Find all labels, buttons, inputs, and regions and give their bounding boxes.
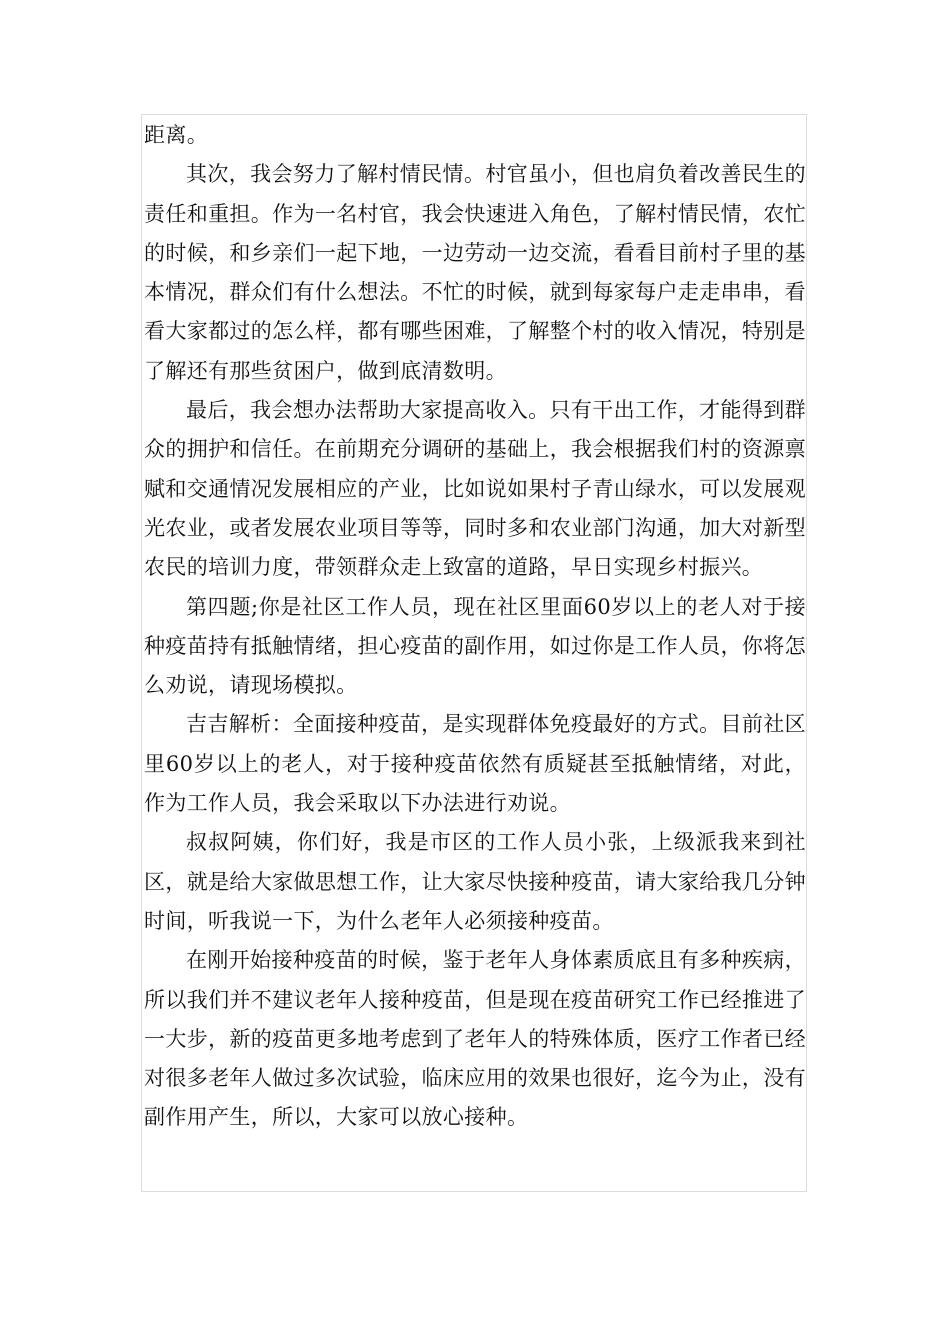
paragraph-raise-income: 最后，我会想办法帮助大家提高收入。只有干出工作，才能得到群众的拥护和信任。在前期充分调研的基础上，我会根据我们村的资源禀赋和交通情况发展相应的产业，比如说如果村子青山绿水，可以发展观光农业，或者发展农业项目等等，同时多和农业部门沟通，加大对新型农民的培训力度，带领群众走上致富的道路，早日实现乡村振兴。 [144,398,806,580]
paragraph-continued: 距离。 [144,123,209,147]
document-body [144,116,806,1138]
paragraph-vaccine-explanation: 在刚开始接种疫苗的时候，鉴于老年人身体素质底且有多种疾病，所以我们并不建议老年人接种疫苗，但是现在疫苗研究工作已经推进了一大步，新的疫苗更多地考虑到了老年人的特殊体质，医疗工作者已经对很多老年人做过多次试验，临床应用的效果也很好，迄今为止，没有副作用产生，所以，大家可以放心接种。 [144,948,806,1130]
paragraph-village-situation: 其次，我会努力了解村情民情。村官虽小，但也肩负着改善民生的责任和重担。作为一名村官，我会快速进入角色，了解村情民情，农忙的时候，和乡亲们一起下地，一边劳动一边交流，看看目前村子里的基本情况，群众们有什么想法。不忙的时候，就到每家每户走走串串，看看大家都过的怎么样，都有哪些困难，了解整个村的收入情况，特别是了解还有那些贫困户，做到底清数明。 [144,162,806,383]
paragraph-analysis: 吉吉解析：全面接种疫苗，是实现群体免疫最好的方式。目前社区里60岁以上的老人，对于接种疫苗依然有质疑甚至抵触情绪，对此，作为工作人员，我会采取以下办法进行劝说。 [144,712,806,816]
paragraph-greeting: 叔叔阿姨，你们好，我是市区的工作人员小张，上级派我来到社区，就是给大家做思想工作，让大家尽快接种疫苗，请大家给我几分钟时间，听我说一下，为什么老年人必须接种疫苗。 [144,830,806,933]
paragraph-question-four: 第四题;你是社区工作人员，现在社区里面60岁以上的老人对于接种疫苗持有抵触情绪，担心疫苗的副作用，如过你是工作人员，你将怎么劝说，请现场模拟。 [144,594,806,698]
